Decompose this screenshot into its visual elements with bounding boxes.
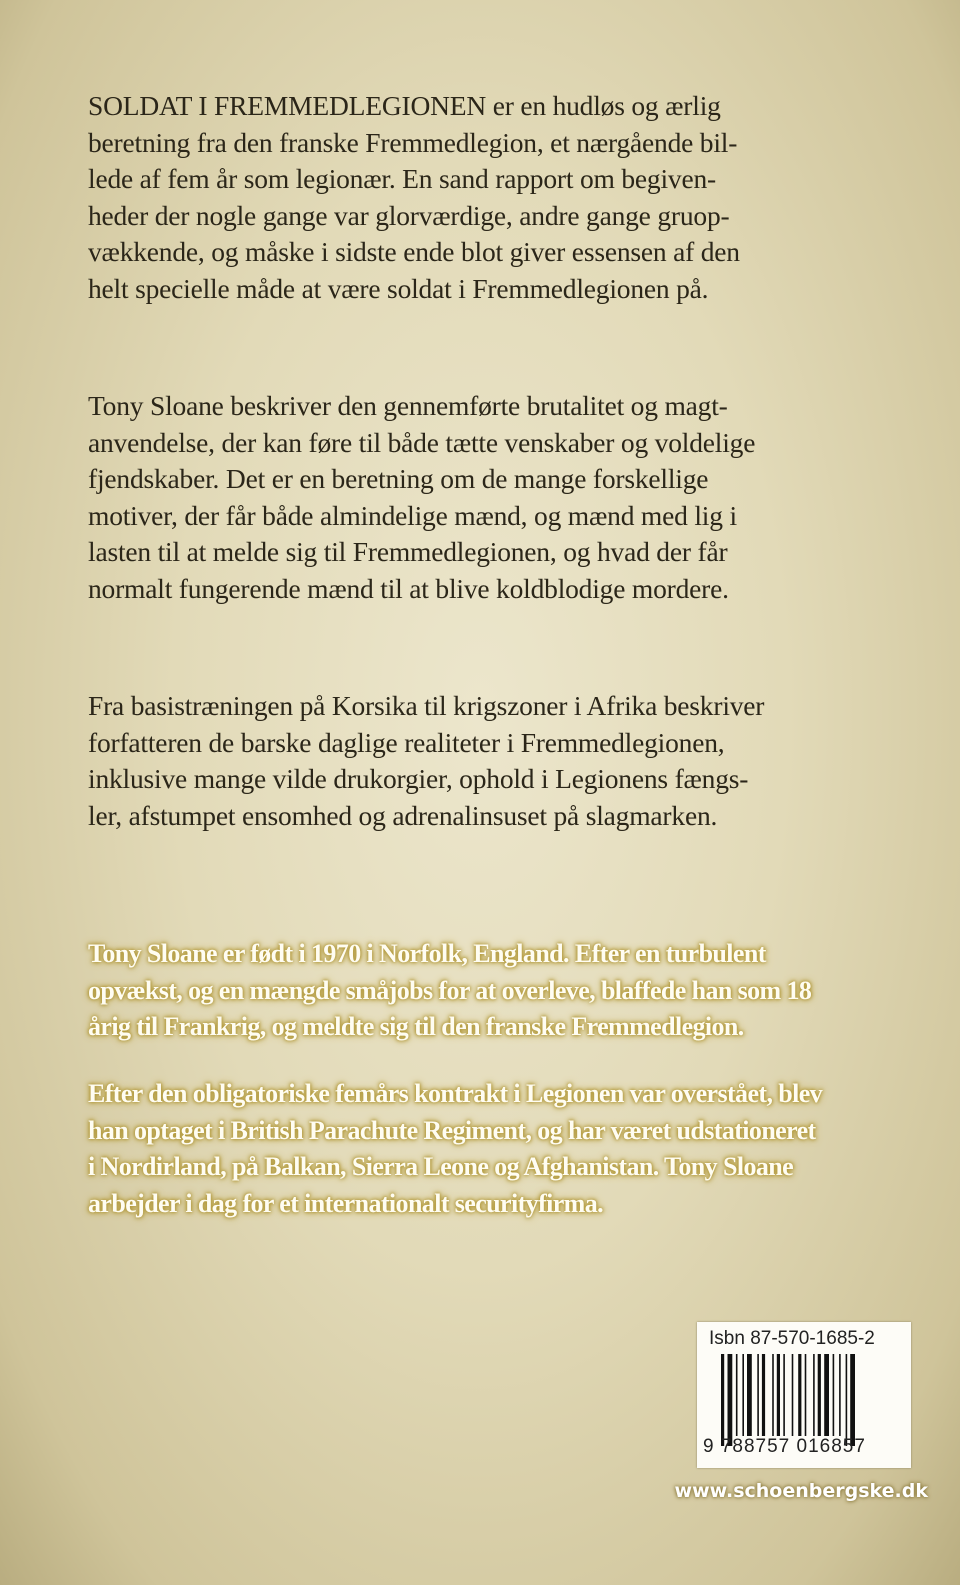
text-line: forfatteren de barske daglige realiteter i Fremmedlegionen, bbox=[88, 726, 725, 758]
barcode-bar bbox=[839, 1354, 841, 1436]
text-line: helt specielle måde at være soldat i Fremmedlegionen på. bbox=[88, 272, 709, 304]
ean-number: 9 788757 016857 bbox=[703, 1436, 866, 1457]
text-line: lasten til at melde sig til Fremmedlegionen, og hvad der får bbox=[88, 536, 728, 567]
text-line: normalt fungerende mænd til at blive koldblodige mordere. bbox=[88, 572, 729, 604]
text-line: fjendskaber. Det er en beretning om de mange forskellige bbox=[88, 463, 709, 494]
paragraph bbox=[88, 1076, 928, 1222]
barcode-bar bbox=[777, 1354, 780, 1436]
barcode-bar bbox=[757, 1354, 759, 1436]
barcode-bar bbox=[824, 1354, 829, 1436]
publisher-url: www.schoenbergske.dk bbox=[674, 1480, 928, 1502]
barcode-bar bbox=[736, 1354, 738, 1436]
text-line: motiver, der får både almindelige mænd, og mænd med lig i bbox=[88, 499, 737, 531]
text-line: Tony Sloane beskriver den gennemførte brutalitet og magt- bbox=[88, 390, 728, 421]
barcode-label bbox=[697, 1322, 911, 1468]
barcode-bar bbox=[783, 1354, 785, 1436]
barcode-bar bbox=[833, 1354, 835, 1436]
barcode-bar bbox=[742, 1354, 744, 1436]
text-line: årig til Frankrig, og meldte sig til den franske Fremmedlegion. bbox=[88, 1012, 744, 1041]
paragraph bbox=[88, 88, 928, 307]
text-line: i Nordirland, på Balkan, Sierra Leone og Afghanistan. Tony Sloane bbox=[88, 1152, 794, 1181]
paragraph bbox=[88, 936, 928, 1046]
barcode-bar bbox=[772, 1354, 774, 1436]
text-line: han optaget i British Parachute Regiment, og har været udstationeret bbox=[88, 1115, 816, 1145]
text-line: inklusive mange vilde drukorgier, ophold i Legionens fængs- bbox=[88, 763, 749, 794]
barcode-bar bbox=[747, 1354, 752, 1436]
barcode-bar bbox=[792, 1354, 794, 1436]
text-line: Efter den obligatoriske femårs kontrakt i Legionen var overstået, blev bbox=[88, 1079, 823, 1108]
text-line: anvendelse, der kan føre til både tætte venskaber og voldelige bbox=[88, 426, 756, 458]
text-line: Fra basistræningen på Korsika til krigszoner i Afrika beskriver bbox=[88, 690, 765, 721]
paragraph bbox=[88, 388, 928, 607]
text-line: heder der nogle gange var glorværdige, andre gange gruop- bbox=[88, 199, 730, 231]
text-line: vækkende, og måske i sidste ende blot giver essensen af den bbox=[88, 236, 740, 267]
paragraph bbox=[88, 688, 928, 834]
text-line: beretning fra den franske Fremmedlegion, et nærgående bil- bbox=[88, 126, 738, 158]
barcode-bar bbox=[805, 1354, 807, 1436]
barcode-bar bbox=[798, 1354, 801, 1436]
text-line: SOLDAT I FREMMEDLEGIONEN er en hudløs og ærlig bbox=[88, 90, 721, 121]
text-line: Tony Sloane er født i 1970 i Norfolk, England. Efter en turbulent bbox=[88, 939, 766, 968]
barcode-bar bbox=[813, 1354, 815, 1436]
text-line: ler, afstumpet ensomhed og adrenalinsuset på slagmarken. bbox=[88, 799, 718, 831]
text-line: opvækst, og en mængde småjobs for at overleve, blaffede han som 18 bbox=[88, 975, 812, 1005]
barcode-bar bbox=[850, 1354, 855, 1446]
barcode-bar bbox=[721, 1354, 724, 1446]
text-line: arbejder i dag for et internationalt securityfirma. bbox=[88, 1188, 604, 1218]
barcode-bar bbox=[818, 1354, 821, 1436]
barcode-bar bbox=[728, 1354, 733, 1446]
barcode-bar bbox=[762, 1354, 765, 1436]
barcode-bar bbox=[846, 1354, 848, 1446]
barcode-icon bbox=[721, 1354, 899, 1446]
isbn-number: Isbn 87-570-1685-2 bbox=[709, 1328, 875, 1349]
text-line: lede af fem år som legionær. En sand rapport om begiven- bbox=[88, 163, 716, 194]
